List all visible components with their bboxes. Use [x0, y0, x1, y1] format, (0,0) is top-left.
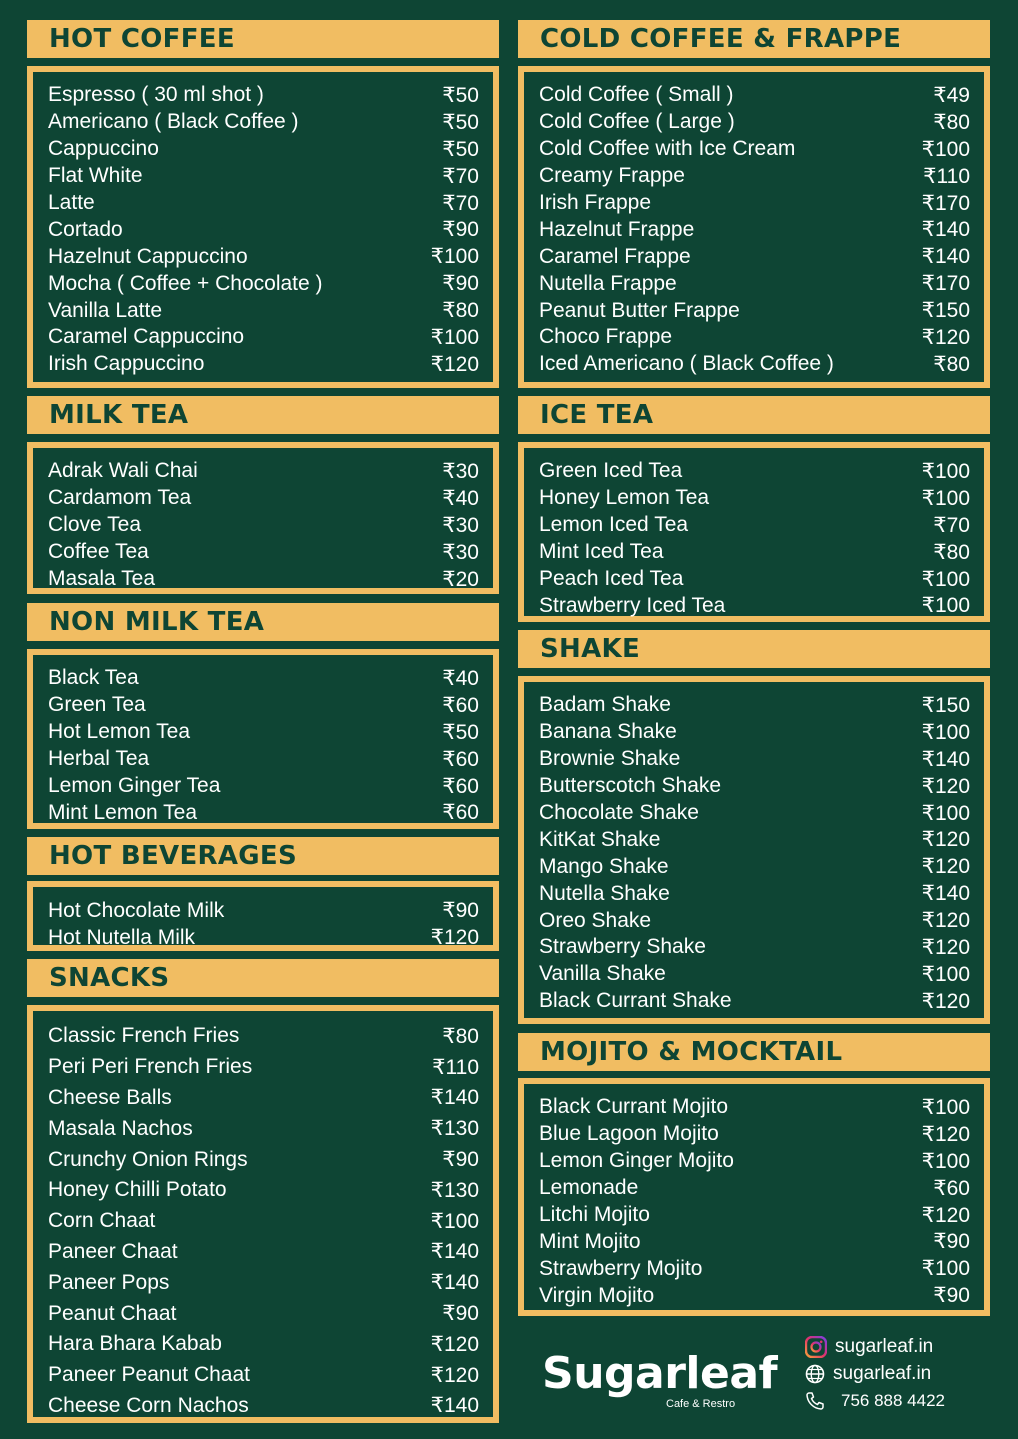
menu-item — [539, 243, 970, 270]
menu-item — [539, 746, 970, 773]
menu-item — [48, 1391, 479, 1422]
section-title: NON MILK TEA — [27, 603, 499, 641]
menu-item-name: Badam Shake — [539, 693, 671, 717]
menu-item-name: Creamy Frappe — [539, 164, 685, 188]
item-box — [518, 1078, 990, 1316]
menu-item-price: ₹120 — [430, 352, 479, 376]
menu-item-price: ₹140 — [430, 1240, 479, 1264]
menu-item — [48, 1144, 479, 1175]
menu-item — [539, 1228, 970, 1255]
menu-item-name: Corn Chaat — [48, 1209, 156, 1233]
menu-item — [539, 512, 970, 539]
menu-item — [48, 512, 479, 539]
menu-item — [539, 136, 970, 163]
menu-item — [48, 351, 479, 378]
website-url: sugarleaf.in — [833, 1363, 932, 1384]
menu-item-name: Lemonade — [539, 1176, 639, 1200]
menu-item — [48, 1206, 479, 1237]
menu-item-name: Honey Chilli Potato — [48, 1178, 227, 1202]
menu-item-price: ₹50 — [442, 720, 479, 744]
menu-item-price: ₹120 — [921, 828, 970, 852]
menu-item-name: Hara Bhara Kabab — [48, 1332, 222, 1356]
menu-item-price: ₹100 — [921, 567, 970, 591]
menu-item-price: ₹30 — [442, 459, 479, 483]
item-box — [27, 1005, 499, 1423]
menu-item-name: Paneer Chaat — [48, 1239, 178, 1263]
item-box — [27, 649, 499, 829]
menu-item-name: Cheese Corn Nachos — [48, 1393, 249, 1417]
menu-item-price: ₹100 — [921, 137, 970, 161]
menu-item — [539, 988, 970, 1015]
menu-item — [539, 1255, 970, 1282]
section-title: HOT BEVERAGES — [27, 837, 499, 875]
menu-item — [539, 1094, 970, 1121]
menu-item-price: ₹170 — [921, 272, 970, 296]
menu-item-name: Mint Mojito — [539, 1229, 641, 1253]
menu-item-name: KitKat Shake — [539, 827, 661, 851]
menu-item — [48, 1175, 479, 1206]
menu-item-price: ₹120 — [430, 1332, 479, 1356]
menu-item-price: ₹120 — [430, 1363, 479, 1387]
menu-item-name: Cortado — [48, 217, 123, 241]
menu-item-price: ₹150 — [921, 299, 970, 323]
menu-item-price: ₹50 — [442, 137, 479, 161]
menu-item-name: Strawberry Iced Tea — [539, 593, 726, 617]
menu-item — [48, 746, 479, 773]
menu-item-price: ₹90 — [442, 218, 479, 242]
menu-item — [539, 880, 970, 907]
menu-item-name: Honey Lemon Tea — [539, 486, 710, 510]
footer — [518, 1330, 990, 1430]
menu-item — [539, 1121, 970, 1148]
menu-item — [539, 485, 970, 512]
menu-item-price: ₹90 — [933, 1284, 970, 1308]
menu-item-price: ₹120 — [921, 989, 970, 1013]
menu-item-price: ₹120 — [921, 855, 970, 879]
menu-item-name: Classic French Fries — [48, 1024, 240, 1048]
menu-item-price: ₹150 — [921, 693, 970, 717]
menu-item-name: Butterscotch Shake — [539, 774, 722, 798]
menu-item-price: ₹100 — [921, 962, 970, 986]
menu-item-name: Masala Tea — [48, 567, 156, 590]
menu-item — [48, 566, 479, 593]
menu-item — [48, 216, 479, 243]
menu-item-name: Choco Frappe — [539, 325, 673, 349]
menu-item — [539, 566, 970, 593]
menu-item — [48, 270, 479, 297]
menu-item-price: ₹90 — [442, 899, 479, 922]
menu-item — [48, 1267, 479, 1298]
menu-item-price: ₹100 — [430, 245, 479, 269]
menu-item — [48, 324, 479, 351]
menu-item-name: Banana Shake — [539, 720, 677, 744]
menu-item — [539, 216, 970, 243]
menu-item-name: Herbal Tea — [48, 747, 150, 771]
menu-item-name: Hot Chocolate Milk — [48, 898, 225, 922]
menu-item-price: ₹90 — [933, 1230, 970, 1254]
menu-item-price: ₹100 — [921, 1257, 970, 1281]
menu-item — [48, 719, 479, 746]
instagram-contact[interactable] — [805, 1336, 933, 1358]
menu-item — [539, 773, 970, 800]
menu-item-name: Green Iced Tea — [539, 459, 683, 483]
menu-item — [539, 163, 970, 190]
menu-item-name: Hot Lemon Tea — [48, 720, 191, 744]
menu-item — [539, 1175, 970, 1202]
menu-item-price: ₹60 — [442, 747, 479, 771]
menu-item-price: ₹130 — [430, 1117, 479, 1141]
menu-item — [48, 1113, 479, 1144]
menu-item-name: Vanilla Shake — [539, 962, 666, 986]
menu-item — [539, 458, 970, 485]
menu-item-name: Hazelnut Frappe — [539, 217, 695, 241]
section-title: SHAKE — [518, 630, 990, 668]
menu-item-name: Strawberry Shake — [539, 935, 706, 959]
item-box — [518, 66, 990, 388]
menu-item-name: Caramel Frappe — [539, 244, 691, 268]
menu-item-price: ₹60 — [442, 693, 479, 717]
menu-item — [48, 82, 479, 109]
menu-item-name: Peach Iced Tea — [539, 567, 684, 590]
menu-item-price: ₹120 — [921, 325, 970, 349]
item-box — [27, 881, 499, 951]
menu-item-name: Black Tea — [48, 666, 139, 690]
menu-item-name: Nutella Shake — [539, 881, 670, 905]
menu-item — [539, 592, 970, 619]
menu-item-price: ₹100 — [921, 720, 970, 744]
menu-item-name: Peanut Butter Frappe — [539, 298, 740, 322]
menu-item — [48, 109, 479, 136]
menu-item — [48, 1360, 479, 1391]
menu-item-name: Brownie Shake — [539, 747, 681, 771]
instagram-icon — [805, 1336, 827, 1358]
menu-item-price: ₹70 — [442, 191, 479, 215]
menu-item-price: ₹80 — [933, 110, 970, 134]
menu-item-price: ₹140 — [430, 1086, 479, 1110]
menu-item-name: Peanut Chaat — [48, 1301, 177, 1325]
phone-number: 756 888 4422 — [841, 1391, 945, 1410]
menu-item-price: ₹90 — [442, 1302, 479, 1326]
menu-item-price: ₹49 — [933, 83, 970, 107]
section-title: MOJITO & MOCKTAIL — [518, 1033, 990, 1071]
menu-item-price: ₹120 — [921, 935, 970, 959]
menu-item-name: Black Currant Shake — [539, 989, 732, 1013]
menu-item-price: ₹100 — [921, 459, 970, 483]
menu-item-name: Mint Lemon Tea — [48, 800, 198, 824]
menu-item-name: Cappuccino — [48, 137, 159, 161]
menu-item-name: Americano ( Black Coffee ) — [48, 110, 299, 134]
menu-item — [48, 485, 479, 512]
menu-item-price: ₹100 — [921, 486, 970, 510]
item-box — [27, 66, 499, 388]
menu-item-price: ₹100 — [921, 1095, 970, 1119]
menu-item-price: ₹50 — [442, 110, 479, 134]
menu-item — [48, 163, 479, 190]
menu-item-name: Hot Nutella Milk — [48, 925, 196, 949]
menu-item-price: ₹140 — [921, 218, 970, 242]
menu-item-name: Paneer Peanut Chaat — [48, 1363, 250, 1387]
menu-item-price: ₹90 — [442, 272, 479, 296]
menu-item-price: ₹120 — [921, 774, 970, 798]
menu-item-price: ₹170 — [921, 191, 970, 215]
menu-item — [48, 297, 479, 324]
menu-item — [539, 190, 970, 217]
menu-item-price: ₹100 — [430, 1209, 479, 1233]
menu-item-name: Espresso ( 30 ml shot ) — [48, 83, 264, 107]
menu-item-price: ₹110 — [923, 164, 970, 188]
menu-item-price: ₹100 — [921, 1149, 970, 1173]
menu-item — [48, 924, 479, 951]
menu-item-price: ₹40 — [442, 486, 479, 510]
menu-item — [48, 1021, 479, 1052]
menu-item-name: Cardamom Tea — [48, 486, 192, 510]
menu-item-price: ₹120 — [921, 1203, 970, 1227]
menu-item — [48, 773, 479, 800]
menu-item-name: Virgin Mojito — [539, 1283, 655, 1307]
menu-item-name: Cheese Balls — [48, 1085, 172, 1109]
section-title: MILK TEA — [27, 396, 499, 434]
menu-item-price: ₹140 — [921, 882, 970, 906]
menu-item — [48, 136, 479, 163]
menu-item-price: ₹140 — [430, 1271, 479, 1295]
menu-item-price: ₹110 — [432, 1055, 479, 1079]
menu-item-price: ₹60 — [442, 774, 479, 798]
menu-item — [539, 270, 970, 297]
item-box — [518, 676, 990, 1024]
menu-item-name: Mint Iced Tea — [539, 540, 664, 564]
menu-item — [539, 1202, 970, 1229]
menu-item — [539, 1282, 970, 1309]
section-title: COLD COFFEE & FRAPPE — [518, 20, 990, 58]
menu-item — [539, 826, 970, 853]
menu-item — [539, 934, 970, 961]
menu-item — [539, 853, 970, 880]
phone-icon — [805, 1391, 825, 1411]
menu-item-price: ₹80 — [933, 352, 970, 376]
menu-item-name: Chocolate Shake — [539, 801, 699, 824]
menu-item-price: ₹70 — [442, 164, 479, 188]
menu-item-name: Adrak Wali Chai — [48, 459, 198, 483]
menu-item-name: Strawberry Mojito — [539, 1256, 703, 1280]
menu-item-name: Coffee Tea — [48, 540, 149, 564]
menu-item — [539, 961, 970, 988]
phone-contact[interactable] — [805, 1391, 945, 1411]
menu-item — [48, 1237, 479, 1268]
menu-item-name: Lemon Iced Tea — [539, 513, 689, 537]
menu-item-name: Black Currant Mojito — [539, 1095, 729, 1119]
menu-item — [48, 799, 479, 826]
menu-item-name: Cold Coffee ( Large ) — [539, 110, 735, 134]
menu-item — [539, 297, 970, 324]
menu-item-price: ₹120 — [430, 926, 479, 949]
brand-tagline: Cafe & Restro — [666, 1398, 736, 1410]
menu-item — [48, 1052, 479, 1083]
menu-item-name: Mocha ( Coffee + Chocolate ) — [48, 271, 323, 295]
menu-item — [539, 539, 970, 566]
menu-item-name: Nutella Frappe — [539, 271, 677, 295]
menu-item-name: Irish Cappuccino — [48, 352, 205, 376]
item-box — [518, 442, 990, 622]
menu-item-name: Vanilla Latte — [48, 298, 163, 322]
menu-item — [48, 539, 479, 566]
menu-item-name: Masala Nachos — [48, 1116, 193, 1140]
menu-item-price: ₹30 — [442, 513, 479, 537]
menu-item-name: Iced Americano ( Black Coffee ) — [539, 352, 834, 376]
menu-item — [539, 109, 970, 136]
menu-item — [48, 665, 479, 692]
menu-item-name: Clove Tea — [48, 513, 142, 537]
menu-item — [48, 1083, 479, 1114]
website-contact[interactable] — [805, 1363, 931, 1385]
menu-item-price: ₹40 — [442, 666, 479, 690]
menu-item-price: ₹100 — [921, 594, 970, 618]
menu-item-price: ₹140 — [430, 1394, 479, 1418]
menu-item-name: Cold Coffee with Ice Cream — [539, 137, 796, 161]
menu-item — [48, 458, 479, 485]
menu-item — [539, 719, 970, 746]
menu-item-price: ₹90 — [442, 1148, 479, 1172]
menu-item-name: Cold Coffee ( Small ) — [539, 83, 734, 107]
menu-item — [539, 1148, 970, 1175]
menu-item-name: Irish Frappe — [539, 191, 652, 214]
menu-item-price: ₹120 — [921, 1122, 970, 1146]
menu-item-price: ₹100 — [430, 325, 479, 349]
menu-item — [48, 1298, 479, 1329]
menu-item — [48, 190, 479, 217]
menu-item — [539, 82, 970, 109]
menu-item-name: Oreo Shake — [539, 908, 652, 932]
menu-item-name: Peri Peri French Fries — [48, 1055, 253, 1079]
menu-item-name: Hazelnut Cappuccino — [48, 244, 248, 268]
menu-item-name: Latte — [48, 191, 95, 214]
menu-item-name: Paneer Pops — [48, 1270, 170, 1294]
menu-item — [539, 907, 970, 934]
section-title: HOT COFFEE — [27, 20, 499, 58]
menu-item — [48, 692, 479, 719]
menu-item — [539, 351, 970, 378]
instagram-handle: sugarleaf.in — [835, 1336, 934, 1357]
menu-item-price: ₹60 — [933, 1176, 970, 1200]
menu-item-price: ₹100 — [921, 801, 970, 825]
menu-item-name: Crunchy Onion Rings — [48, 1147, 248, 1171]
menu-item — [48, 897, 479, 924]
menu-item-price: ₹80 — [442, 1024, 479, 1048]
section-title: SNACKS — [27, 959, 499, 997]
menu-item-price: ₹130 — [430, 1178, 479, 1202]
menu-item-price: ₹140 — [921, 245, 970, 269]
menu-item-price: ₹80 — [933, 540, 970, 564]
menu-item-name: Lemon Ginger Tea — [48, 774, 221, 797]
item-box — [27, 442, 499, 594]
menu-item-price: ₹60 — [442, 801, 479, 825]
globe-icon — [805, 1364, 825, 1384]
menu-item — [539, 692, 970, 719]
menu-item-name: Litchi Mojito — [539, 1203, 650, 1226]
menu-item-name: Caramel Cappuccino — [48, 325, 245, 349]
menu-item-price: ₹120 — [921, 909, 970, 933]
menu-item-price: ₹20 — [442, 567, 479, 591]
menu-item-price: ₹30 — [442, 540, 479, 564]
menu-item-name: Flat White — [48, 164, 143, 188]
section-title: ICE TEA — [518, 396, 990, 434]
menu-item-name: Green Tea — [48, 693, 146, 717]
menu-item — [48, 243, 479, 270]
menu-item-price: ₹70 — [933, 513, 970, 537]
menu-item-price: ₹80 — [442, 299, 479, 323]
brand-logo: Sugarleaf — [542, 1348, 778, 1399]
menu-item-name: Blue Lagoon Mojito — [539, 1122, 719, 1146]
menu-item-price: ₹50 — [442, 83, 479, 107]
menu-item-price: ₹140 — [921, 747, 970, 771]
menu-item — [539, 324, 970, 351]
menu-item — [48, 1329, 479, 1360]
menu-item — [539, 800, 970, 827]
menu-item-name: Mango Shake — [539, 854, 669, 878]
menu-item-name: Lemon Ginger Mojito — [539, 1149, 734, 1173]
